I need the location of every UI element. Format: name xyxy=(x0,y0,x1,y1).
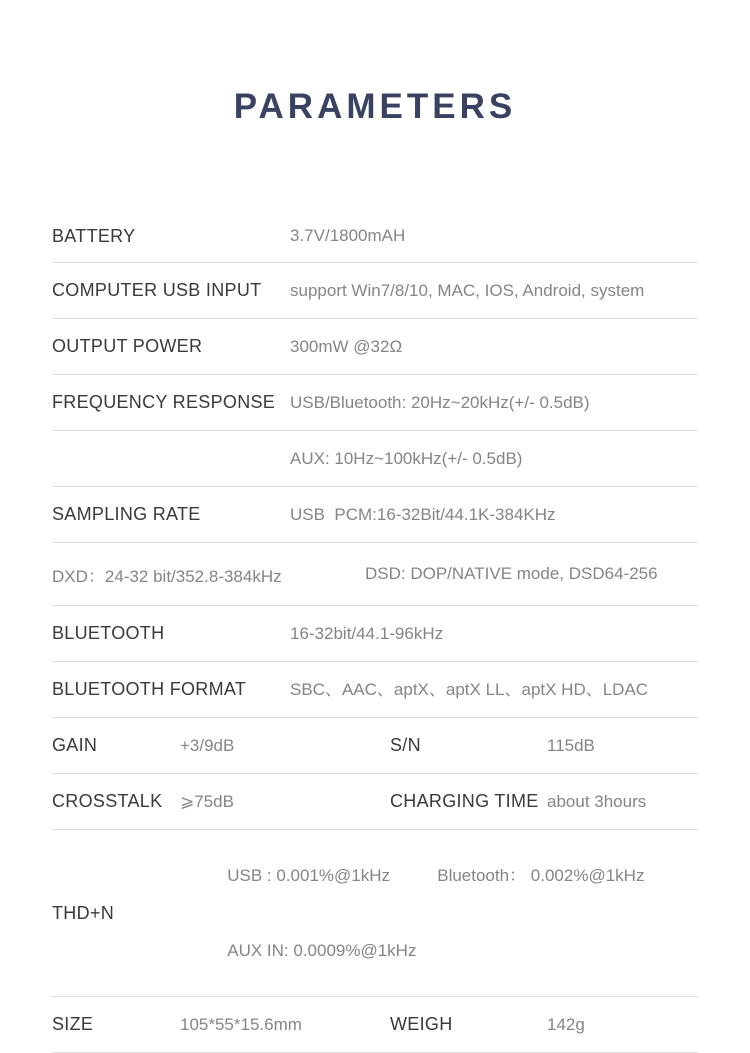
spec-row-computer-usb-input xyxy=(52,263,698,319)
page-title: PARAMETERS xyxy=(233,87,517,126)
spec-value: 300mW @32Ω xyxy=(290,336,403,356)
spec-value-weigh: 142g xyxy=(547,1014,585,1034)
spec-label: BLUETOOTH FORMAT xyxy=(52,679,247,699)
spec-values-thdn xyxy=(180,838,698,988)
spec-value-thdn-bluetooth: Bluetooth： 0.002%@1kHz xyxy=(437,866,645,885)
spec-value-sn: 115dB xyxy=(547,735,595,755)
spec-label: BLUETOOTH xyxy=(52,623,165,643)
spec-row-size-weigh xyxy=(52,997,698,1053)
spec-value: AUX: 10Hz~100kHz(+/- 0.5dB) xyxy=(290,448,523,468)
spec-value: USB PCM:16-32Bit/44.1K-384KHz xyxy=(290,504,556,524)
thdn-line-2 xyxy=(180,913,698,988)
spec-value-charging-time: about 3hours xyxy=(547,791,647,811)
spec-label-sn: S/N xyxy=(390,735,421,755)
spec-label: SAMPLING RATE xyxy=(52,504,201,524)
spec-label: OUTPUT POWER xyxy=(52,336,203,356)
spec-label: FREQUENCY RESPONSE xyxy=(52,392,276,412)
spec-row-frequency-response xyxy=(52,375,698,431)
spec-label-thdn: THD+N xyxy=(52,902,115,923)
spec-value-thdn-aux: AUX IN: 0.0009%@1kHz xyxy=(227,941,417,960)
spec-label: COMPUTER USB INPUT xyxy=(52,280,262,300)
spec-value: support Win7/8/10, MAC, IOS, Android, system xyxy=(290,280,645,300)
spec-row-thdn xyxy=(52,830,698,997)
spec-value: 16-32bit/44.1-96kHz xyxy=(290,623,444,643)
spec-row-bluetooth-format xyxy=(52,662,698,718)
spec-value: USB/Bluetooth: 20Hz~20kHz(+/- 0.5dB) xyxy=(290,392,590,412)
spec-value: 3.7V/1800mAH xyxy=(290,226,406,245)
thdn-line-1 xyxy=(180,838,698,913)
spec-value-size: 105*55*15.6mm xyxy=(180,1014,302,1034)
spec-row-frequency-response-aux xyxy=(52,431,698,487)
spec-value-dsd: DSD: DOP/NATIVE mode, DSD64-256 xyxy=(365,564,658,583)
spec-value-dxd: DXD：24-32 bit/352.8-384kHz xyxy=(52,566,282,586)
spec-row-crosstalk-charging xyxy=(52,774,698,830)
spec-row-output-power xyxy=(52,319,698,375)
spec-label-gain: GAIN xyxy=(52,735,98,755)
spec-row-bluetooth xyxy=(52,606,698,662)
spec-value: SBC、AAC、aptX、aptX LL、aptX HD、LDAC xyxy=(290,679,649,699)
spec-label-weigh: WEIGH xyxy=(390,1014,453,1034)
spec-value-crosstalk: ⩾75dB xyxy=(180,791,234,811)
parameters-table xyxy=(52,210,698,1053)
spec-label-charging-time: CHARGING TIME xyxy=(390,791,539,811)
spec-row-dxd-dsd xyxy=(52,543,698,606)
spec-label: BATTERY xyxy=(52,225,136,246)
spec-label-size: SIZE xyxy=(52,1014,94,1034)
spec-value-thdn-usb: USB : 0.001%@1kHz xyxy=(227,866,391,885)
spec-row-gain-sn xyxy=(52,718,698,774)
spec-label-crosstalk: CROSSTALK xyxy=(52,791,163,811)
spec-row-battery xyxy=(52,210,698,263)
spec-row-sampling-rate xyxy=(52,487,698,543)
spec-value-gain: +3/9dB xyxy=(180,735,235,755)
